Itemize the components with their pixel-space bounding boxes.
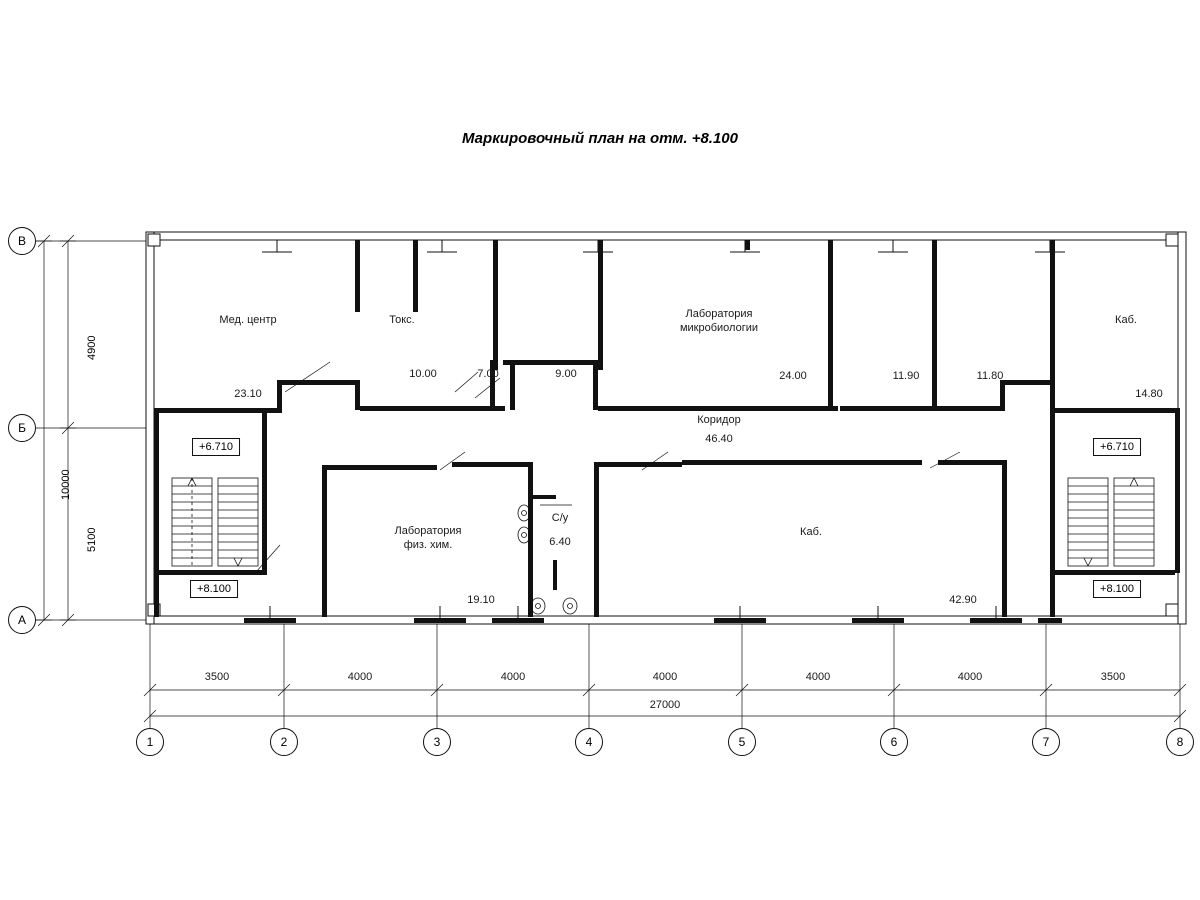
room-label-kab-bottom: Каб. (800, 526, 822, 538)
axis-label-2[interactable]: 2 (270, 728, 298, 756)
dimension-4000-e: 4000 (957, 671, 983, 683)
dimension-3500-left: 3500 (204, 671, 230, 683)
dimension-4900: 4900 (86, 335, 98, 360)
room-area-kab-bottom: 42.90 (949, 594, 977, 606)
dimension-4000-a: 4000 (347, 671, 373, 683)
dimension-4000-d: 4000 (805, 671, 831, 683)
level-mark-left-upper: +6.710 (192, 438, 240, 456)
room-area-9: 9.00 (555, 368, 577, 380)
axis-label-v[interactable]: В (8, 227, 36, 255)
room-label-kab-top: Каб. (1115, 314, 1137, 326)
plan-title: Маркировочный план на отм. +8.100 (462, 130, 738, 147)
room-label-physchem-2: физ. хим. (403, 539, 453, 551)
room-area-kab-top: 14.80 (1135, 388, 1163, 400)
room-area-physchem: 19.10 (467, 594, 495, 606)
dimension-5100: 5100 (86, 527, 98, 552)
room-area-wc: 6.40 (549, 536, 571, 548)
axis-label-1[interactable]: 1 (136, 728, 164, 756)
axis-label-b[interactable]: Б (8, 414, 36, 442)
axis-label-8[interactable]: 8 (1166, 728, 1194, 756)
axis-label-5[interactable]: 5 (728, 728, 756, 756)
dimension-10000: 10000 (60, 469, 72, 500)
dimension-4000-b: 4000 (500, 671, 526, 683)
room-area-corridor: 46.40 (705, 433, 733, 445)
room-area-med-center: 23.10 (234, 388, 262, 400)
level-mark-left-lower: +8.100 (190, 580, 238, 598)
room-label-wc: С/у (551, 512, 569, 524)
room-area-7: 7.00 (477, 368, 499, 380)
room-label-toks: Токс. (389, 314, 415, 326)
level-mark-right-upper: +6.710 (1093, 438, 1141, 456)
room-area-microbiology: 24.00 (779, 370, 807, 382)
axis-label-a[interactable]: А (8, 606, 36, 634)
room-label-corridor: Коридор (697, 414, 741, 426)
dimension-3500-right: 3500 (1100, 671, 1126, 683)
axis-label-6[interactable]: 6 (880, 728, 908, 756)
room-label-microbiology-1: Лаборатория (685, 308, 753, 320)
axis-label-3[interactable]: 3 (423, 728, 451, 756)
axis-label-4[interactable]: 4 (575, 728, 603, 756)
dimension-total-27000: 27000 (649, 699, 681, 711)
room-area-toks: 10.00 (409, 368, 437, 380)
dimension-4000-c: 4000 (652, 671, 678, 683)
room-area-1190: 11.90 (892, 370, 920, 382)
room-label-physchem-1: Лаборатория (394, 525, 462, 537)
room-area-1180: 11.80 (976, 370, 1004, 382)
room-label-microbiology-2: микробиологии (679, 322, 759, 334)
room-label-med-center: Мед. центр (219, 314, 277, 326)
axis-label-7[interactable]: 7 (1032, 728, 1060, 756)
level-mark-right-lower: +8.100 (1093, 580, 1141, 598)
